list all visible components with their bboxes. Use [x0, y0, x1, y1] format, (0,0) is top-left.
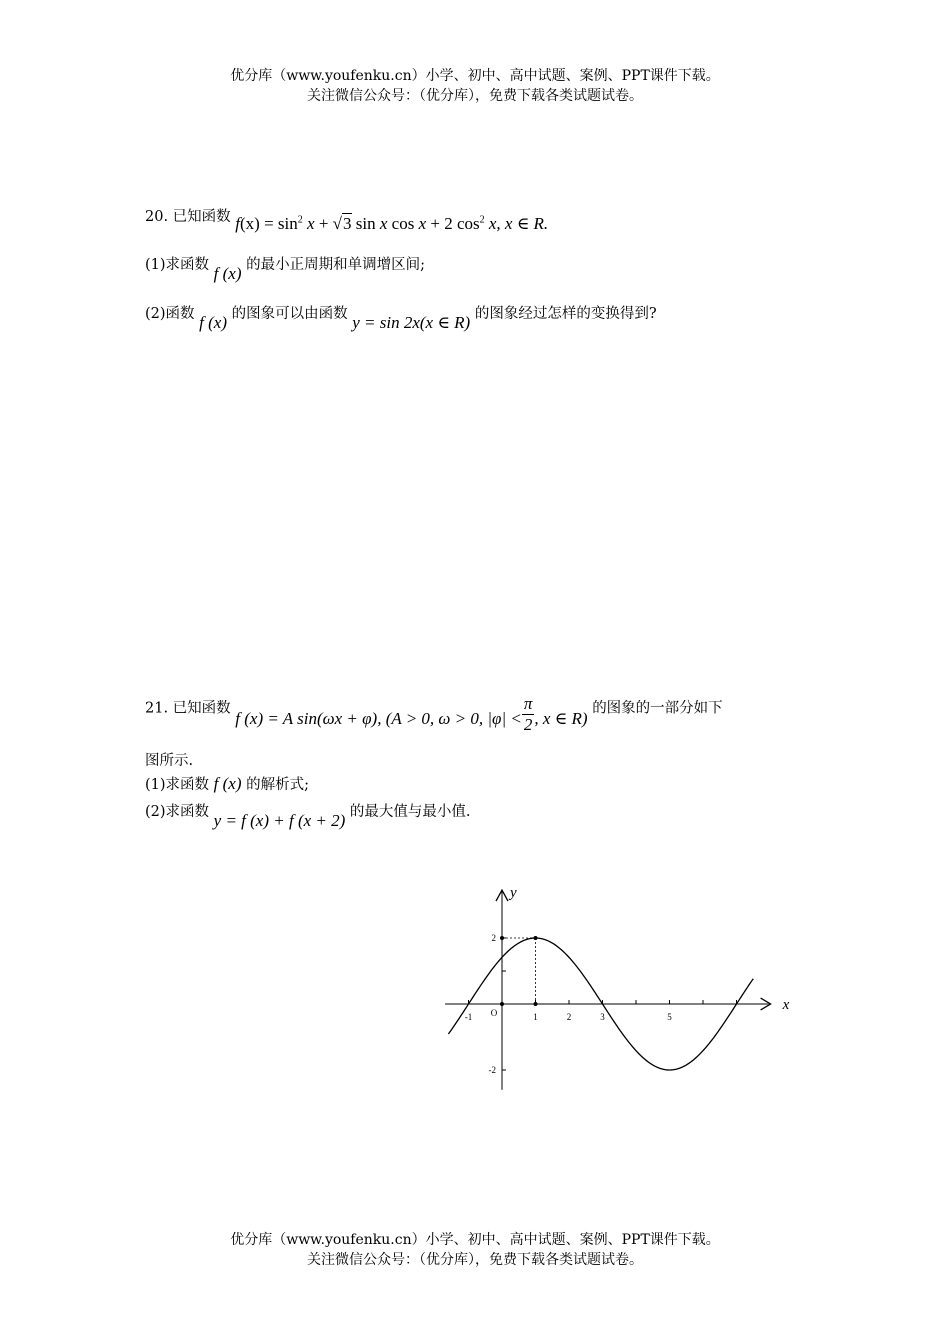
x-tick-label: -1: [464, 1012, 473, 1022]
q20-formula: $f(x) = \sin^2 x + √3$ sin x cos x + 2 $\cos^2 x$, x ∈ R.: [235, 214, 549, 233]
q20-part1: (1)求函数 f (x) 的最小正周期和单调增区间;: [145, 257, 425, 283]
x-max-dot: [534, 1002, 538, 1006]
x-axis-label: x: [782, 997, 790, 1013]
q21-part2-formula: y = f (x) + f (x + 2): [213, 811, 346, 830]
q20-number: 20. 已知函数: [145, 209, 231, 225]
q20-part2: (2)函数 f (x) 的图象可以由函数 y = sin 2x(x ∈ R) 的图象经过怎样的变换得到?: [145, 306, 657, 332]
y-tick-label: 2: [491, 933, 496, 943]
q20-part2-fx: f (x): [199, 313, 227, 332]
q21-part1-fx: f (x): [213, 774, 242, 793]
q21-line2: 图所示.: [145, 753, 194, 769]
x-tick-label: 1: [533, 1012, 538, 1022]
y-tick-label: -2: [488, 1065, 496, 1075]
page-header: [0, 66, 950, 106]
footer-line-2: 关注微信公众号：（优分库），免费下载各类试题试卷。: [307, 1252, 643, 1268]
q21-part2: (2)求函数 y = f (x) + f (x + 2) 的最大值与最小值.: [145, 804, 471, 830]
x-tick-label: 3: [600, 1012, 605, 1022]
q20-stem: [145, 205, 549, 233]
y-max-dot: [500, 936, 504, 940]
header-line-1: 优分库（www.youfenku.cn）小学、初中、高中试题、案例、PPT课件下载。: [230, 68, 720, 84]
origin-label: O: [490, 1008, 498, 1018]
x-tick-label: 5: [667, 1012, 672, 1022]
sine-graph: [430, 880, 790, 1100]
q21-formula: f (x) = A sin(ωx + φ), (A > 0, ω > 0, |φ| < $\frac{\pi}{2}$ , x ∈ R): [235, 694, 588, 734]
page-footer: [0, 1230, 950, 1270]
q20-part2-y: y = sin 2x(x ∈ R): [352, 313, 471, 332]
header-line-2: 关注微信公众号：（优分库），免费下载各类试题试卷。: [307, 88, 643, 104]
q21-part1: (1)求函数 f (x) 的解析式;: [145, 774, 309, 793]
q21-number: 21. 已知函数: [145, 700, 231, 717]
q21-fraction: $\frac{\pi}{2}$: [523, 694, 533, 734]
y-axis-label: y: [510, 885, 517, 902]
x-tick-label: 2: [566, 1012, 572, 1022]
q20-part1-fx: f (x): [213, 264, 242, 283]
origin-dot: [500, 1002, 504, 1006]
q21-stem: 21. 已知函数 f (x) = A sin(ωx + φ), (A > 0, ω > 0, |φ| < $\frac{\pi}{2}$ , x ∈ R) 的图象的一部分如下: [145, 694, 723, 734]
footer-line-1: 优分库（www.youfenku.cn）小学、初中、高中试题、案例、PPT课件下载。: [230, 1232, 720, 1248]
max-point-dot: [534, 936, 538, 940]
